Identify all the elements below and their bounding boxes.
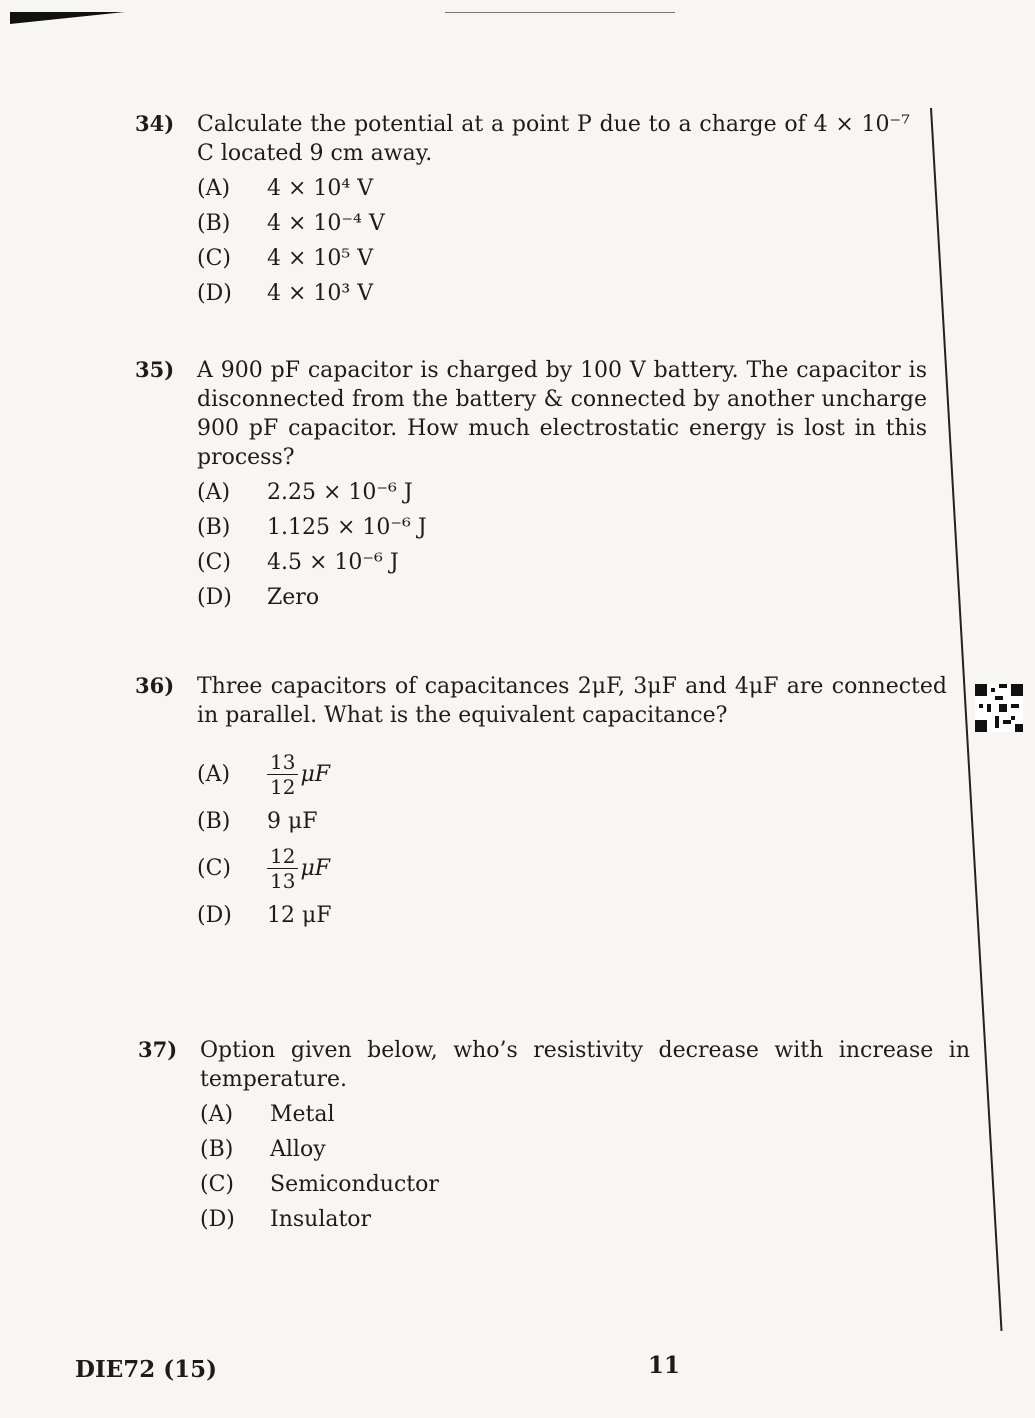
option-label: (D) — [200, 1207, 235, 1232]
option-unit: μF — [300, 762, 331, 787]
option-label: (A) — [200, 1102, 234, 1127]
option-label: (D) — [197, 585, 232, 610]
option-c[interactable] — [197, 550, 927, 575]
option-text: 4 × 10⁻⁴ V — [267, 211, 385, 236]
option-text: 4.5 × 10⁻⁶ J — [267, 550, 399, 575]
corner-mark — [10, 12, 125, 24]
question-35 — [135, 356, 927, 620]
fraction-denominator: 13 — [270, 869, 296, 893]
fraction — [267, 844, 298, 893]
option-a[interactable] — [197, 480, 927, 505]
option-list — [197, 176, 910, 306]
question-text: Three capacitors of capacitances 2μF, 3μF and 4μF are connected in parallel. What is the equivalent capacitance? — [197, 674, 947, 728]
fraction-numerator: 13 — [267, 750, 298, 775]
option-d[interactable] — [197, 903, 947, 928]
option-label: (D) — [197, 903, 232, 928]
option-text: Zero — [267, 585, 320, 610]
option-d[interactable] — [197, 585, 927, 610]
option-label: (A) — [197, 480, 231, 505]
question-number: 37) — [138, 1037, 178, 1062]
option-text: Metal — [270, 1102, 335, 1127]
option-label: (B) — [197, 211, 231, 236]
option-unit: μF — [300, 856, 331, 881]
option-list — [200, 1102, 970, 1232]
question-number: 36) — [135, 673, 175, 698]
option-a[interactable] — [197, 176, 910, 201]
page-number: 11 — [648, 1352, 681, 1379]
option-text: 1.125 × 10⁻⁶ J — [267, 515, 427, 540]
option-b[interactable] — [200, 1137, 970, 1162]
option-label: (C) — [197, 550, 231, 575]
option-label: (C) — [197, 246, 231, 271]
option-label: (A) — [197, 176, 231, 201]
option-d[interactable] — [197, 281, 910, 306]
option-text: 4 × 10⁴ V — [267, 176, 374, 201]
option-text: 4 × 10⁵ V — [267, 246, 374, 271]
question-34 — [135, 110, 910, 316]
question-text: Calculate the potential at a point P due to a charge of 4 × 10⁻⁷ C located 9 cm away. — [197, 112, 910, 166]
option-label: (D) — [197, 281, 232, 306]
fraction-numerator: 12 — [267, 844, 298, 869]
question-37 — [138, 1036, 970, 1242]
option-text: 12 μF — [267, 903, 332, 928]
option-b[interactable] — [197, 809, 947, 834]
option-label: (C) — [197, 856, 231, 881]
option-label: (C) — [200, 1172, 234, 1197]
option-c[interactable] — [200, 1172, 970, 1197]
question-number: 35) — [135, 357, 175, 382]
option-list — [197, 480, 927, 610]
question-text: Option given below, who’s resistivity decrease with increase in temperature. — [200, 1038, 970, 1092]
fraction — [267, 750, 298, 799]
option-a[interactable] — [200, 1102, 970, 1127]
option-text: 4 × 10³ V — [267, 281, 374, 306]
qr-code-icon — [975, 684, 1023, 732]
fraction-denominator: 12 — [270, 775, 296, 799]
option-c[interactable] — [197, 246, 910, 271]
option-c[interactable] — [197, 844, 947, 893]
top-rule — [445, 12, 675, 13]
option-b[interactable] — [197, 515, 927, 540]
option-text: Alloy — [270, 1137, 326, 1162]
option-text: 2.25 × 10⁻⁶ J — [267, 480, 413, 505]
option-label: (A) — [197, 762, 231, 787]
option-text: Insulator — [270, 1207, 372, 1232]
paper-code: DIE72 (15) — [75, 1356, 218, 1383]
option-label: (B) — [197, 809, 231, 834]
option-label: (B) — [197, 515, 231, 540]
option-a[interactable] — [197, 750, 947, 799]
option-list — [197, 750, 947, 928]
question-36 — [135, 672, 947, 938]
question-text: A 900 pF capacitor is charged by 100 V battery. The capacitor is disconnected from the battery & connected by another uncharge 900 pF capacitor. How much electrostatic energy is lost in this process? — [197, 358, 927, 470]
question-number: 34) — [135, 111, 175, 136]
option-d[interactable] — [200, 1207, 970, 1232]
option-text: 9 μF — [267, 809, 318, 834]
option-b[interactable] — [197, 211, 910, 236]
option-text: Semiconductor — [270, 1172, 439, 1197]
option-label: (B) — [200, 1137, 234, 1162]
